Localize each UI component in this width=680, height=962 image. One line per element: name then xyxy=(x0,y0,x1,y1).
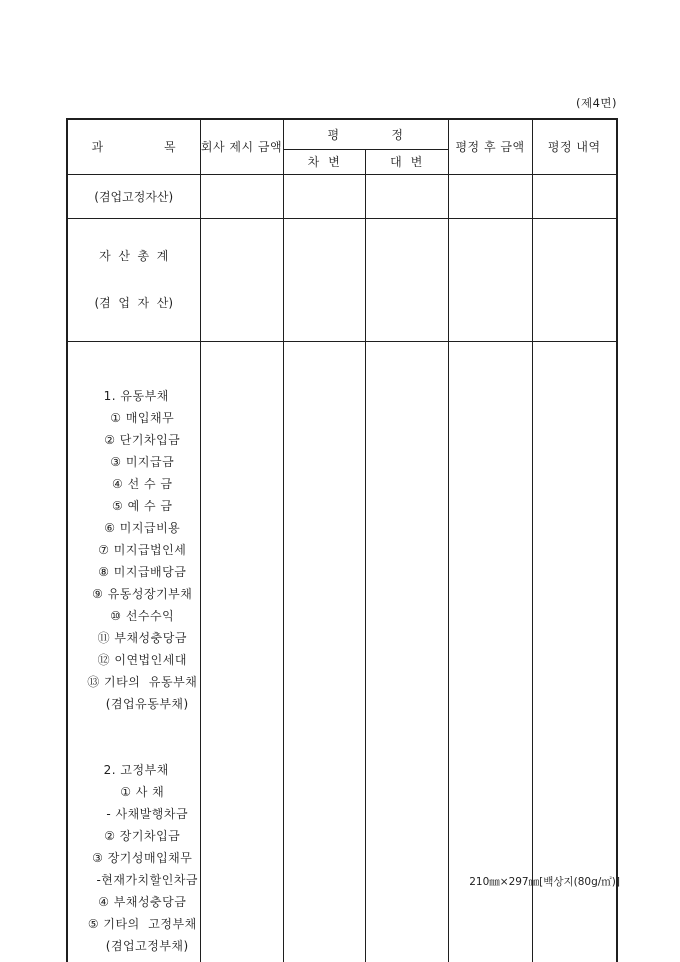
account-item-line: ① 사 채 xyxy=(120,784,165,799)
account-total-assets-line2: (겸 업 자 산) xyxy=(94,295,174,310)
account-item-line: ② 장기차입금 xyxy=(104,828,181,843)
header-account: 과 목 xyxy=(67,119,200,174)
account-item-line: ⑨ 유동성장기부채 xyxy=(92,586,193,601)
empty-cell xyxy=(283,174,365,218)
empty-cell xyxy=(200,218,283,341)
account-item-line: - 사채발행차금 xyxy=(106,806,189,821)
account-item-line: ⑤ 기타의 고정부채 xyxy=(87,916,197,931)
empty-cell xyxy=(532,341,617,962)
account-item-line: ③ 장기성매입채무 xyxy=(92,850,193,865)
empty-cell xyxy=(365,218,448,341)
empty-cell xyxy=(448,341,532,962)
account-item-line xyxy=(68,715,200,737)
account-item-line: ⑥ 미지급비용 xyxy=(104,520,181,535)
account-item-line: ② 단기차입금 xyxy=(104,432,181,447)
header-credit: 대 변 xyxy=(365,149,448,174)
account-item-line: ④ 선 수 금 xyxy=(112,476,173,491)
account-item-line: ① 매입채무 xyxy=(110,410,175,425)
account-total-assets xyxy=(67,218,200,341)
empty-cell xyxy=(200,341,283,962)
account-item-line: ③ 미지급금 xyxy=(110,454,175,469)
account-items-cell xyxy=(67,341,200,962)
header-detail: 평정 내역 xyxy=(532,119,617,174)
table-row xyxy=(67,341,617,962)
account-total-assets-line1: 자 산 총 계 xyxy=(99,248,169,263)
empty-cell xyxy=(448,174,532,218)
empty-cell xyxy=(532,174,617,218)
account-item-line: ⑦ 미지급법인세 xyxy=(98,542,187,557)
header-company-amount: 회사 제시 금액 xyxy=(200,119,283,174)
empty-cell xyxy=(365,174,448,218)
header-debit: 차 변 xyxy=(283,149,365,174)
header-evaluation: 평 정 xyxy=(283,119,448,149)
empty-cell xyxy=(365,341,448,962)
table-row xyxy=(67,174,617,218)
account-item-line: (겸업고정부채) xyxy=(105,938,189,953)
account-item-line: ⑧ 미지급배당금 xyxy=(98,564,187,579)
table-row xyxy=(67,218,617,341)
account-item-line: ⑩ 선수수익 xyxy=(110,608,175,623)
account-item-line: ④ 부채성충당금 xyxy=(98,894,187,909)
sheet-number-label: (제4면) xyxy=(575,96,617,110)
paper-spec-note: 210㎜×297㎜[백상지(80g/㎡)] xyxy=(469,876,620,888)
header-after-amount: 평정 후 금액 xyxy=(448,119,532,174)
account-item-line: -현재가치할인차금 xyxy=(96,872,199,887)
account-item-line: 1. 유동부채 xyxy=(103,388,169,403)
empty-cell xyxy=(532,218,617,341)
account-item-line: ⑫ 이연법인세대 xyxy=(97,652,187,667)
empty-cell xyxy=(283,218,365,341)
account-joint-fixed-assets: (겸업고정자산) xyxy=(67,174,200,218)
empty-cell xyxy=(448,218,532,341)
account-item-line xyxy=(68,737,200,759)
account-item-line: ⑤ 예 수 금 xyxy=(112,498,173,513)
account-item-line: 2. 고정부채 xyxy=(103,762,169,777)
empty-cell xyxy=(283,341,365,962)
account-item-line: ⑪ 부채성충당금 xyxy=(97,630,187,645)
account-item-line: (겸업유동부채) xyxy=(105,696,189,711)
account-items xyxy=(68,370,200,957)
empty-cell xyxy=(200,174,283,218)
account-item-line: ⑬ 기타의 유동부채 xyxy=(87,674,198,689)
evaluation-table xyxy=(66,118,618,962)
